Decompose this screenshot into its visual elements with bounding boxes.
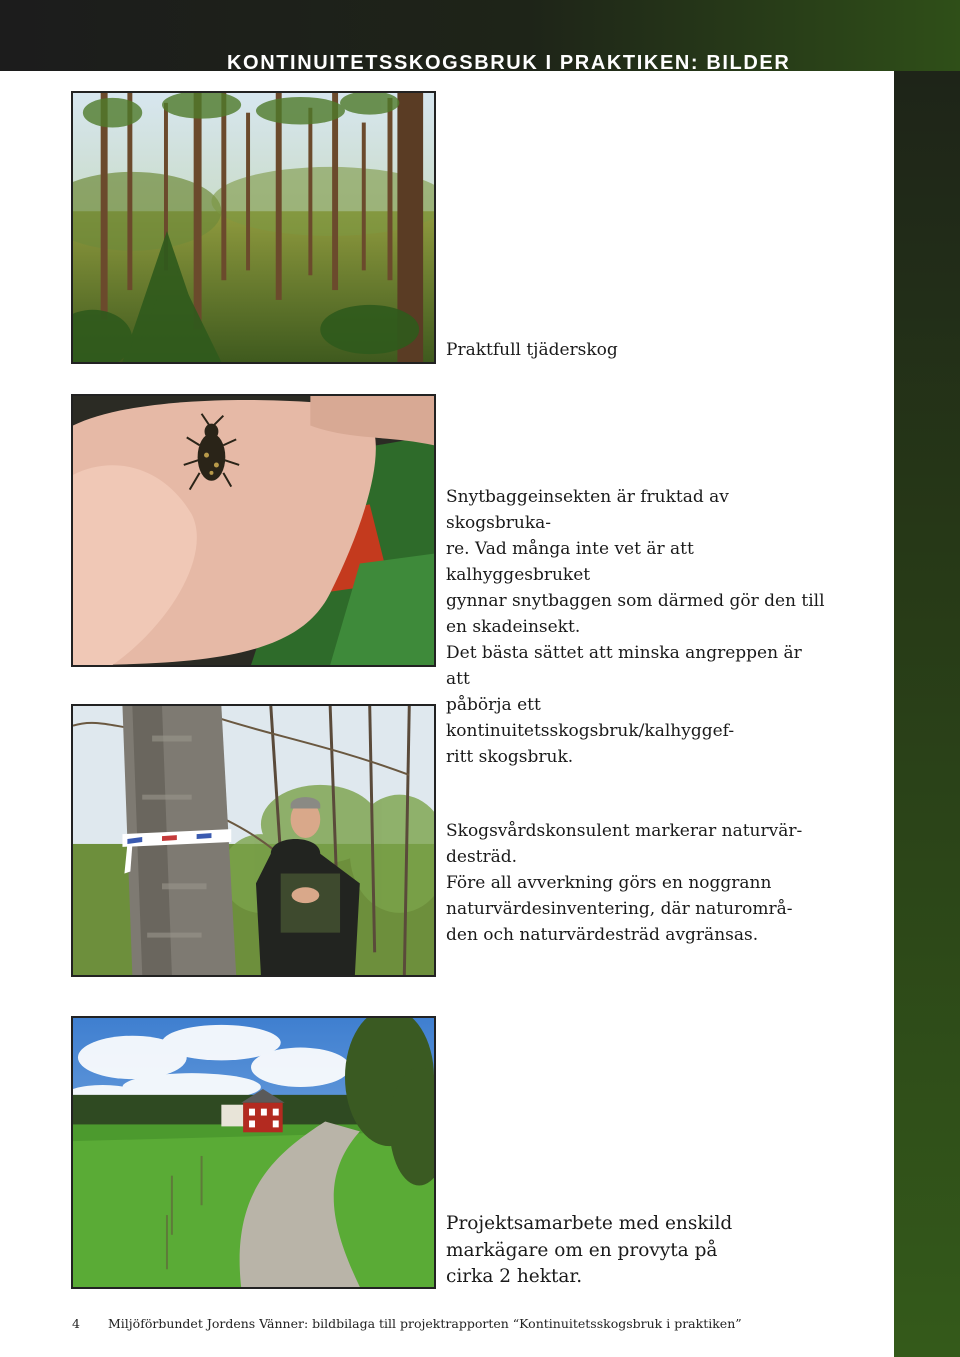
weevil-photo bbox=[71, 394, 436, 667]
side-band bbox=[894, 71, 960, 1357]
footer-text: Miljöförbundet Jordens Vänner: bildbilaga till projektrapporten “Kontinuitetsskogsbruk i praktiken” bbox=[108, 1316, 742, 1331]
page-number: 4 bbox=[72, 1316, 80, 1331]
consultant-photo bbox=[71, 704, 436, 977]
farmstead-photo bbox=[71, 1016, 436, 1289]
caption-farmstead: Projektsamarbete med enskild markägare om en provyta på cirka 2 hektar. bbox=[446, 1213, 733, 1287]
page-footer bbox=[72, 1316, 872, 1331]
forest-photo bbox=[71, 91, 436, 364]
caption-weevil: Snytbaggeinsekten är fruktad av skogsbruka- re. Vad många inte vet är att kalhyggesbruket gynnar snytbaggen som därmed gör den till en skadeinsekt. Det bästa sättet att minska angreppen är att påbörja ett kontinuitetsskogsbruk/kalhyggef- ritt skogsbruk. bbox=[446, 487, 825, 767]
caption-consultant: Skogsvårdskonsulent markerar naturvär- desträd. Före all avverkning görs en noggrann naturvärdesinventering, där naturområ- den och naturvärdesträd avgränsas. bbox=[446, 821, 803, 945]
page-title: KONTINUITETSSKOGSBRUK I PRAKTIKEN: BILDER bbox=[227, 52, 791, 74]
caption-forest: Praktfull tjäderskog bbox=[446, 340, 618, 360]
